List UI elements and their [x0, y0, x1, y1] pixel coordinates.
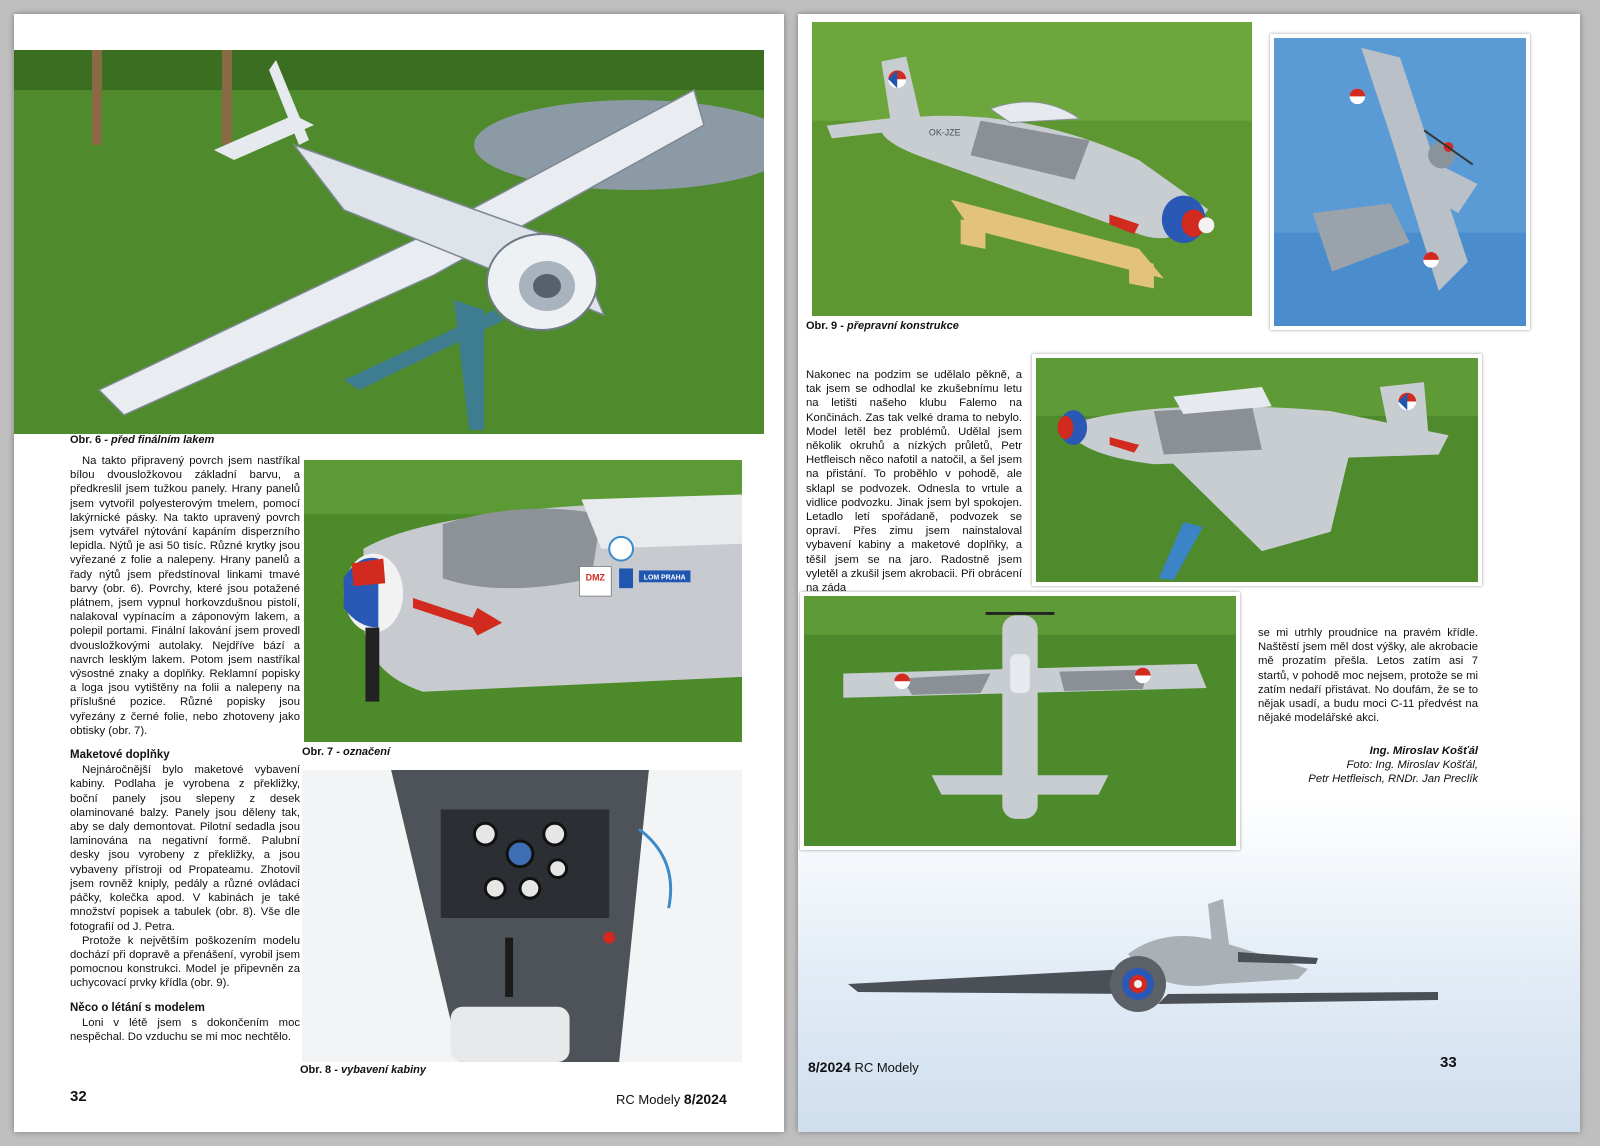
photo8-caption: Obr. 8 - vybavení kabiny: [300, 1064, 426, 1076]
photo6-caption: Obr. 6 - před finálním lakem: [70, 434, 215, 446]
section-heading: Něco o létání s modelem: [70, 1001, 205, 1014]
photo-aircraft-on-grass: [1032, 354, 1482, 586]
paragraph: se mi utrhly proudnice na pravém křídle. Naštěstí jsem měl dost výšky, ale akrobacie mě prozatím přešla. Letos zatím asi 7 startů, v pohodě moc nejsem, protože se mi zatím nedaří přistávat. No doufám, že se to nějak usadí, a budu moci C-11 předvést na nějaké modelářské akci.: [1258, 627, 1478, 725]
photo-aircraft-in-flight: [838, 874, 1458, 1054]
right-text-column-2: [1258, 626, 1478, 725]
author-name: Ing. Miroslav Košťál: [1369, 745, 1478, 757]
sticker-dmz: [579, 566, 611, 596]
page-number-left: 32: [70, 1088, 87, 1105]
photo7-caption: Obr. 7 - označení: [302, 746, 391, 758]
section-heading: Maketové doplňky: [70, 749, 170, 762]
photo-cockpit-equipment: [300, 768, 744, 1064]
left-page: [14, 14, 784, 1132]
photo-transport-frame: [810, 20, 1254, 318]
photo-aircraft-top-view: [800, 592, 1240, 850]
footer-right: 8/2024 RC Modely: [808, 1059, 919, 1075]
paragraph: Nakonec na podzim se udělalo pěkně, a tak jsem se odhodlal ke zkušebnímu letu na letišti našeho klubu Falemo na Končinách. Zas tak velké drama to nebylo. Model letěl bez problémů. Udělal jsem několik okruhů a nízkých průletů, Petr Hetfleisch něco nafotil a natočil, a šel jsem na přistání. To proběhlo v pohodě, ale sklapl se podvozek. Odnesla to vrtule a vidlice podvozku. Jinak jsem byl spokojen. Letadlo letí spořádaně, podvozek se opraví. Přes zimu jsem nainstaloval vybavení kabiny a maketové doplňky, a těšil jsem se na jaro. Radostně jsem vyletěl a zkušil jsem akrobacii. Při obrácení na záda: [806, 369, 1022, 595]
paragraph: Loni v létě jsem s dokončením moc nespěchal. Do vzduchu se mi moc nechtělo.: [70, 1016, 300, 1043]
right-page: [798, 14, 1580, 1132]
photo-credit-line-1: Foto: Ing. Miroslav Košťál,: [1346, 759, 1478, 771]
photo-aircraft-overhead: [1270, 34, 1530, 330]
registration-marking: OK-JZE: [928, 127, 961, 138]
paragraph: Nejnáročnější bylo maketové vybavení kabiny. Podlaha je vyrobena z překližky, boční panely jsou slepeny z desek olaminované balzy. Panely jsou děleny tak, aby se daly demontovat. Pilotní sedadla jsou laminována na negativní formě. Palubní desky jsou vyrobeny z překližky, a jsou vybaveny přístroji od Propateamu. Zhotovil jsem rovněž kniply, pedály a různé ovládací páčky, kolečka apod. V kabinách je také množství popisek a tabulek (obr. 8). Vše dle fotografií od J. Petra.: [70, 764, 300, 933]
footer-left: RC Modely 8/2024: [616, 1091, 727, 1107]
photo-markings: [302, 458, 744, 744]
sticker-lom-praha: [639, 570, 691, 582]
page-number-right: 33: [1440, 1054, 1457, 1071]
author-credits: [1228, 744, 1478, 786]
paragraph: Protože k největším poškozením modelu dochází při dopravě a přenášení, vyrobil jsem pomocnou konstrukci. Model je připevněn za uchycovací prvky křídla (obr. 9).: [70, 934, 300, 990]
paragraph: Na takto připravený povrch jsem nastříkal bílou dvousložkovou základní barvu, a předkreslil jsem tužkou panely. Hrany panelů jsem vytvořil polyesterovým tmelem, pomocí lakýrnické pásky. Na takto upravený povrch jsem vytvářel nýtování kapáním disperzního lepidla. Nýtů je asi 50 tisíc. Různé krytky jsou vyřezané z folie a nalepeny. Hrany panelů a řady nýtů jsem předstínoval linkami tmavé barvy (obr. 6). Povrchy, které jsou potažené plátnem, jsem vypnul horkovzdušnou pistolí, nalakoval vypínacím a záponovým lakem, a polepil portami. Finální lakování jsem provedl dvousložkovými autolaky. Nejdříve bází a navrch lesklým lakem. Potom jsem nastříkal výsostné znaky a doplňky. Reklamní popisky a loga jsou vytištěny na folii a nalepeny na příslušné pozice. Různé popisky jsou vyřezány z černé folie, nebo zhotoveny jako obtisky (obr. 7).: [70, 455, 300, 737]
photo-credit-line-2: Petr Hetfleisch, RNDr. Jan Preclík: [1308, 773, 1478, 785]
sticker-dmz-text: DMZ: [585, 572, 605, 583]
sticker-lom-praha-text: LOM PRAHA: [643, 574, 686, 582]
left-text-column: [70, 454, 300, 1044]
right-text-column: [806, 368, 1022, 595]
photo9-caption: Obr. 9 - přepravní konstrukce: [806, 320, 959, 332]
photo-before-final-lacquer: [14, 50, 764, 434]
